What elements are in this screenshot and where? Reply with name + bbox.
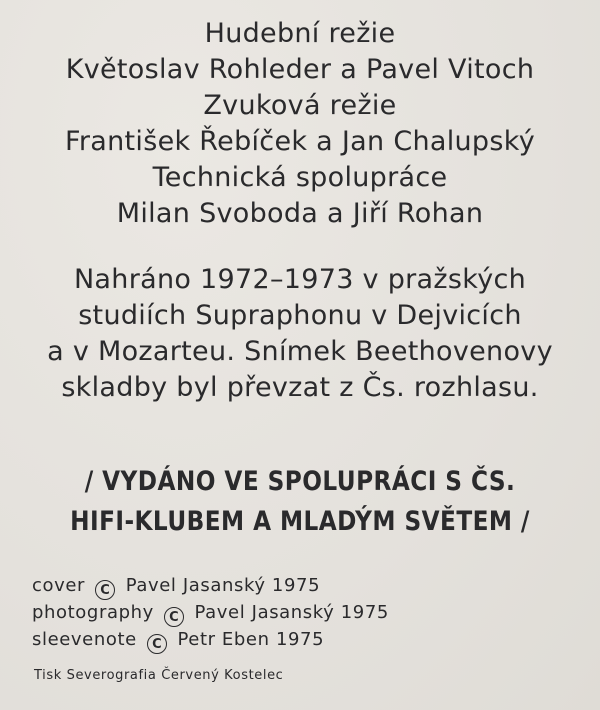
credit-role: Technická spolupráce: [152, 162, 448, 193]
copyright-holder: Pavel Jasanský 1975: [125, 575, 321, 596]
copyright-label: sleevenote: [32, 629, 137, 650]
copyright-label: photography: [32, 602, 154, 623]
copyright-list: [32, 573, 389, 654]
edition-note: [0, 462, 600, 542]
credit-names: Milan Svoboda a Jiří Rohan: [116, 198, 484, 229]
copyright-icon: C: [147, 634, 167, 654]
copyright-holder: Petr Eben 1975: [177, 629, 325, 650]
copyright-icon: C: [95, 580, 115, 600]
credit-names: František Řebíček a Jan Chalupský: [65, 126, 535, 157]
copyright-holder: Pavel Jasanský 1975: [194, 602, 389, 623]
recording-note: [0, 262, 600, 406]
credits-block: [0, 16, 600, 232]
recording-line: Nahráno 1972–1973 v pražských: [73, 264, 527, 295]
copyright-item: [32, 627, 389, 654]
recording-line: skladby byl převzat z Čs. rozhlasu.: [61, 372, 539, 403]
printer-credit: Tisk Severografia Červený Kostelec: [34, 668, 284, 683]
copyright-icon: C: [164, 607, 184, 627]
credit-names: Květoslav Rohleder a Pavel Vitoch: [65, 54, 535, 85]
copyright-item: [32, 600, 389, 627]
credit-role: Zvuková režie: [203, 90, 397, 121]
recording-line: a v Mozarteu. Snímek Beethovenovy: [47, 336, 553, 367]
edition-line: HIFI-KLUBEM A MLADÝM SVĚTEM /: [70, 506, 530, 537]
credit-role: Hudební režie: [204, 18, 396, 49]
edition-line: / VYDÁNO VE SPOLUPRÁCI S ČS.: [84, 466, 516, 497]
recording-line: studiích Supraphonu v Dejvicích: [78, 300, 522, 331]
copyright-item: [32, 573, 389, 600]
copyright-label: cover: [32, 575, 86, 596]
